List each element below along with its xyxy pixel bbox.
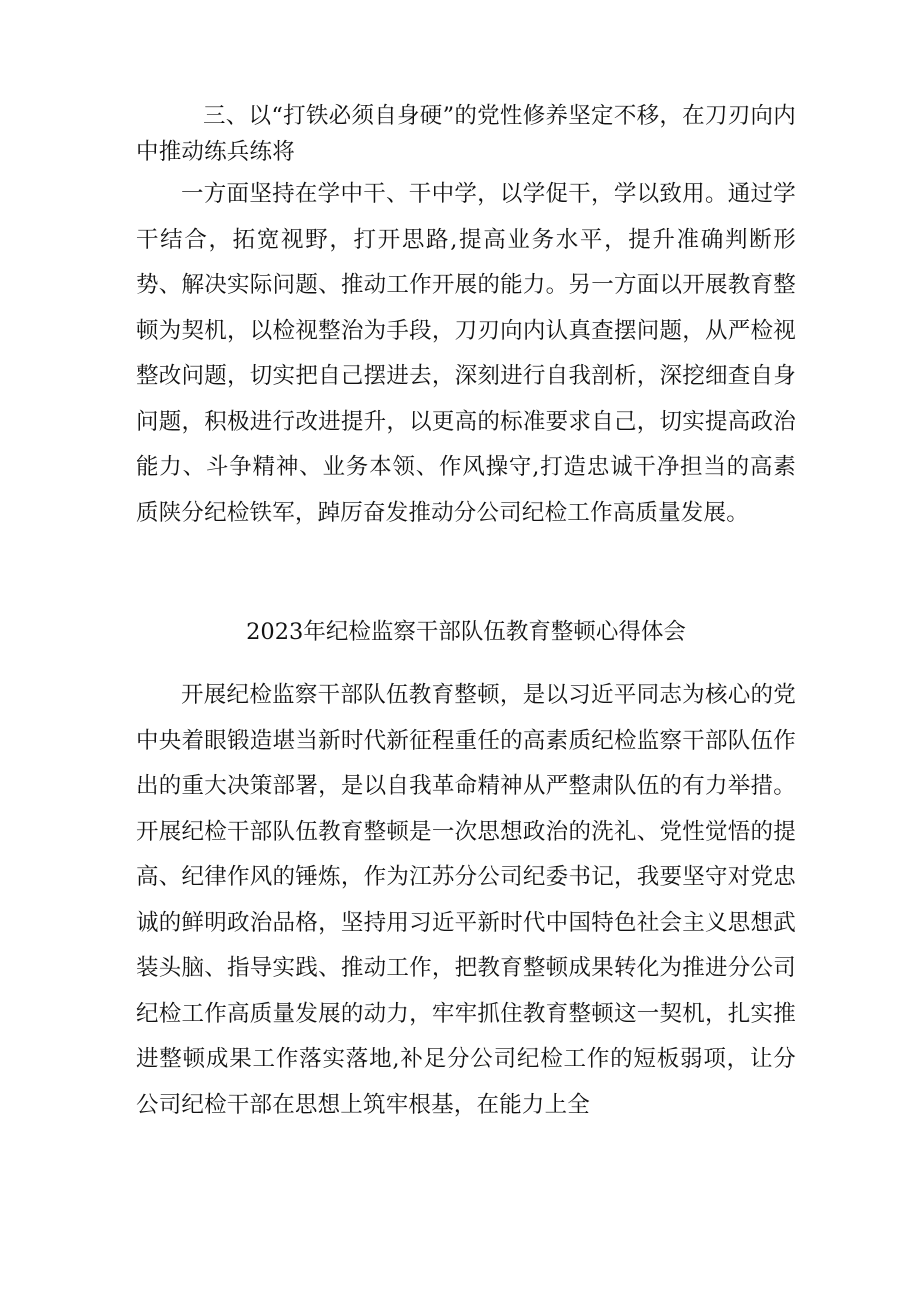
document-title: 2023年纪检监察干部队伍教育整顿心得体会 xyxy=(246,619,686,645)
body-paragraph-1: 一方面坚持在学中干、干中学，以学促干，学以致用。通过学干结合，拓宽视野，打开思路,提高业务水平，提升准确判断形势、解决实际问题、推动工作开展的能力。另一方面以开展教育整顿为契机，以检视整治为手段，刀刃向内认真查摆问题，从严检视整改问题，切实把自己摆进去，深刻进行自我剖析，深挖细查自身问题，积极进行改进提升，以更高的标准要求自己，切实提高政治能力、斗争精神、业务本领、作风操守,打造忠诚干净担当的高素质陕分纪检铁军，踔厉奋发推动分公司纪检工作高质量发展。 xyxy=(136,181,796,526)
section-heading: 三、以“打铁必须自身硬”的党性修养坚定不移，在刀刃向内中推动练兵练将 xyxy=(136,103,796,165)
body-paragraph-2: 开展纪检监察干部队伍教育整顿，是以习近平同志为核心的党中央着眼锻造堪当新时代新征程重任的高素质纪检监察干部队伍作出的重大决策部署，是以自我革命精神从严整肃队伍的有力举措。开展纪检干部队伍教育整顿是一次思想政治的洗礼、党性觉悟的提高、纪律作风的锤炼，作为江苏分公司纪委书记，我要坚守对党忠诚的鲜明政治品格，坚持用习近平新时代中国特色社会主义思想武装头脑、指导实践、推动工作，把教育整顿成果转化为推进分公司纪检工作高质量发展的动力，牢牢抓住教育整顿这一契机，扎实推进整顿成果工作落实落地,补足分公司纪检工作的短板弱项，让分公司纪检干部在思想上筑牢根基，在能力上全 xyxy=(136,682,796,1118)
